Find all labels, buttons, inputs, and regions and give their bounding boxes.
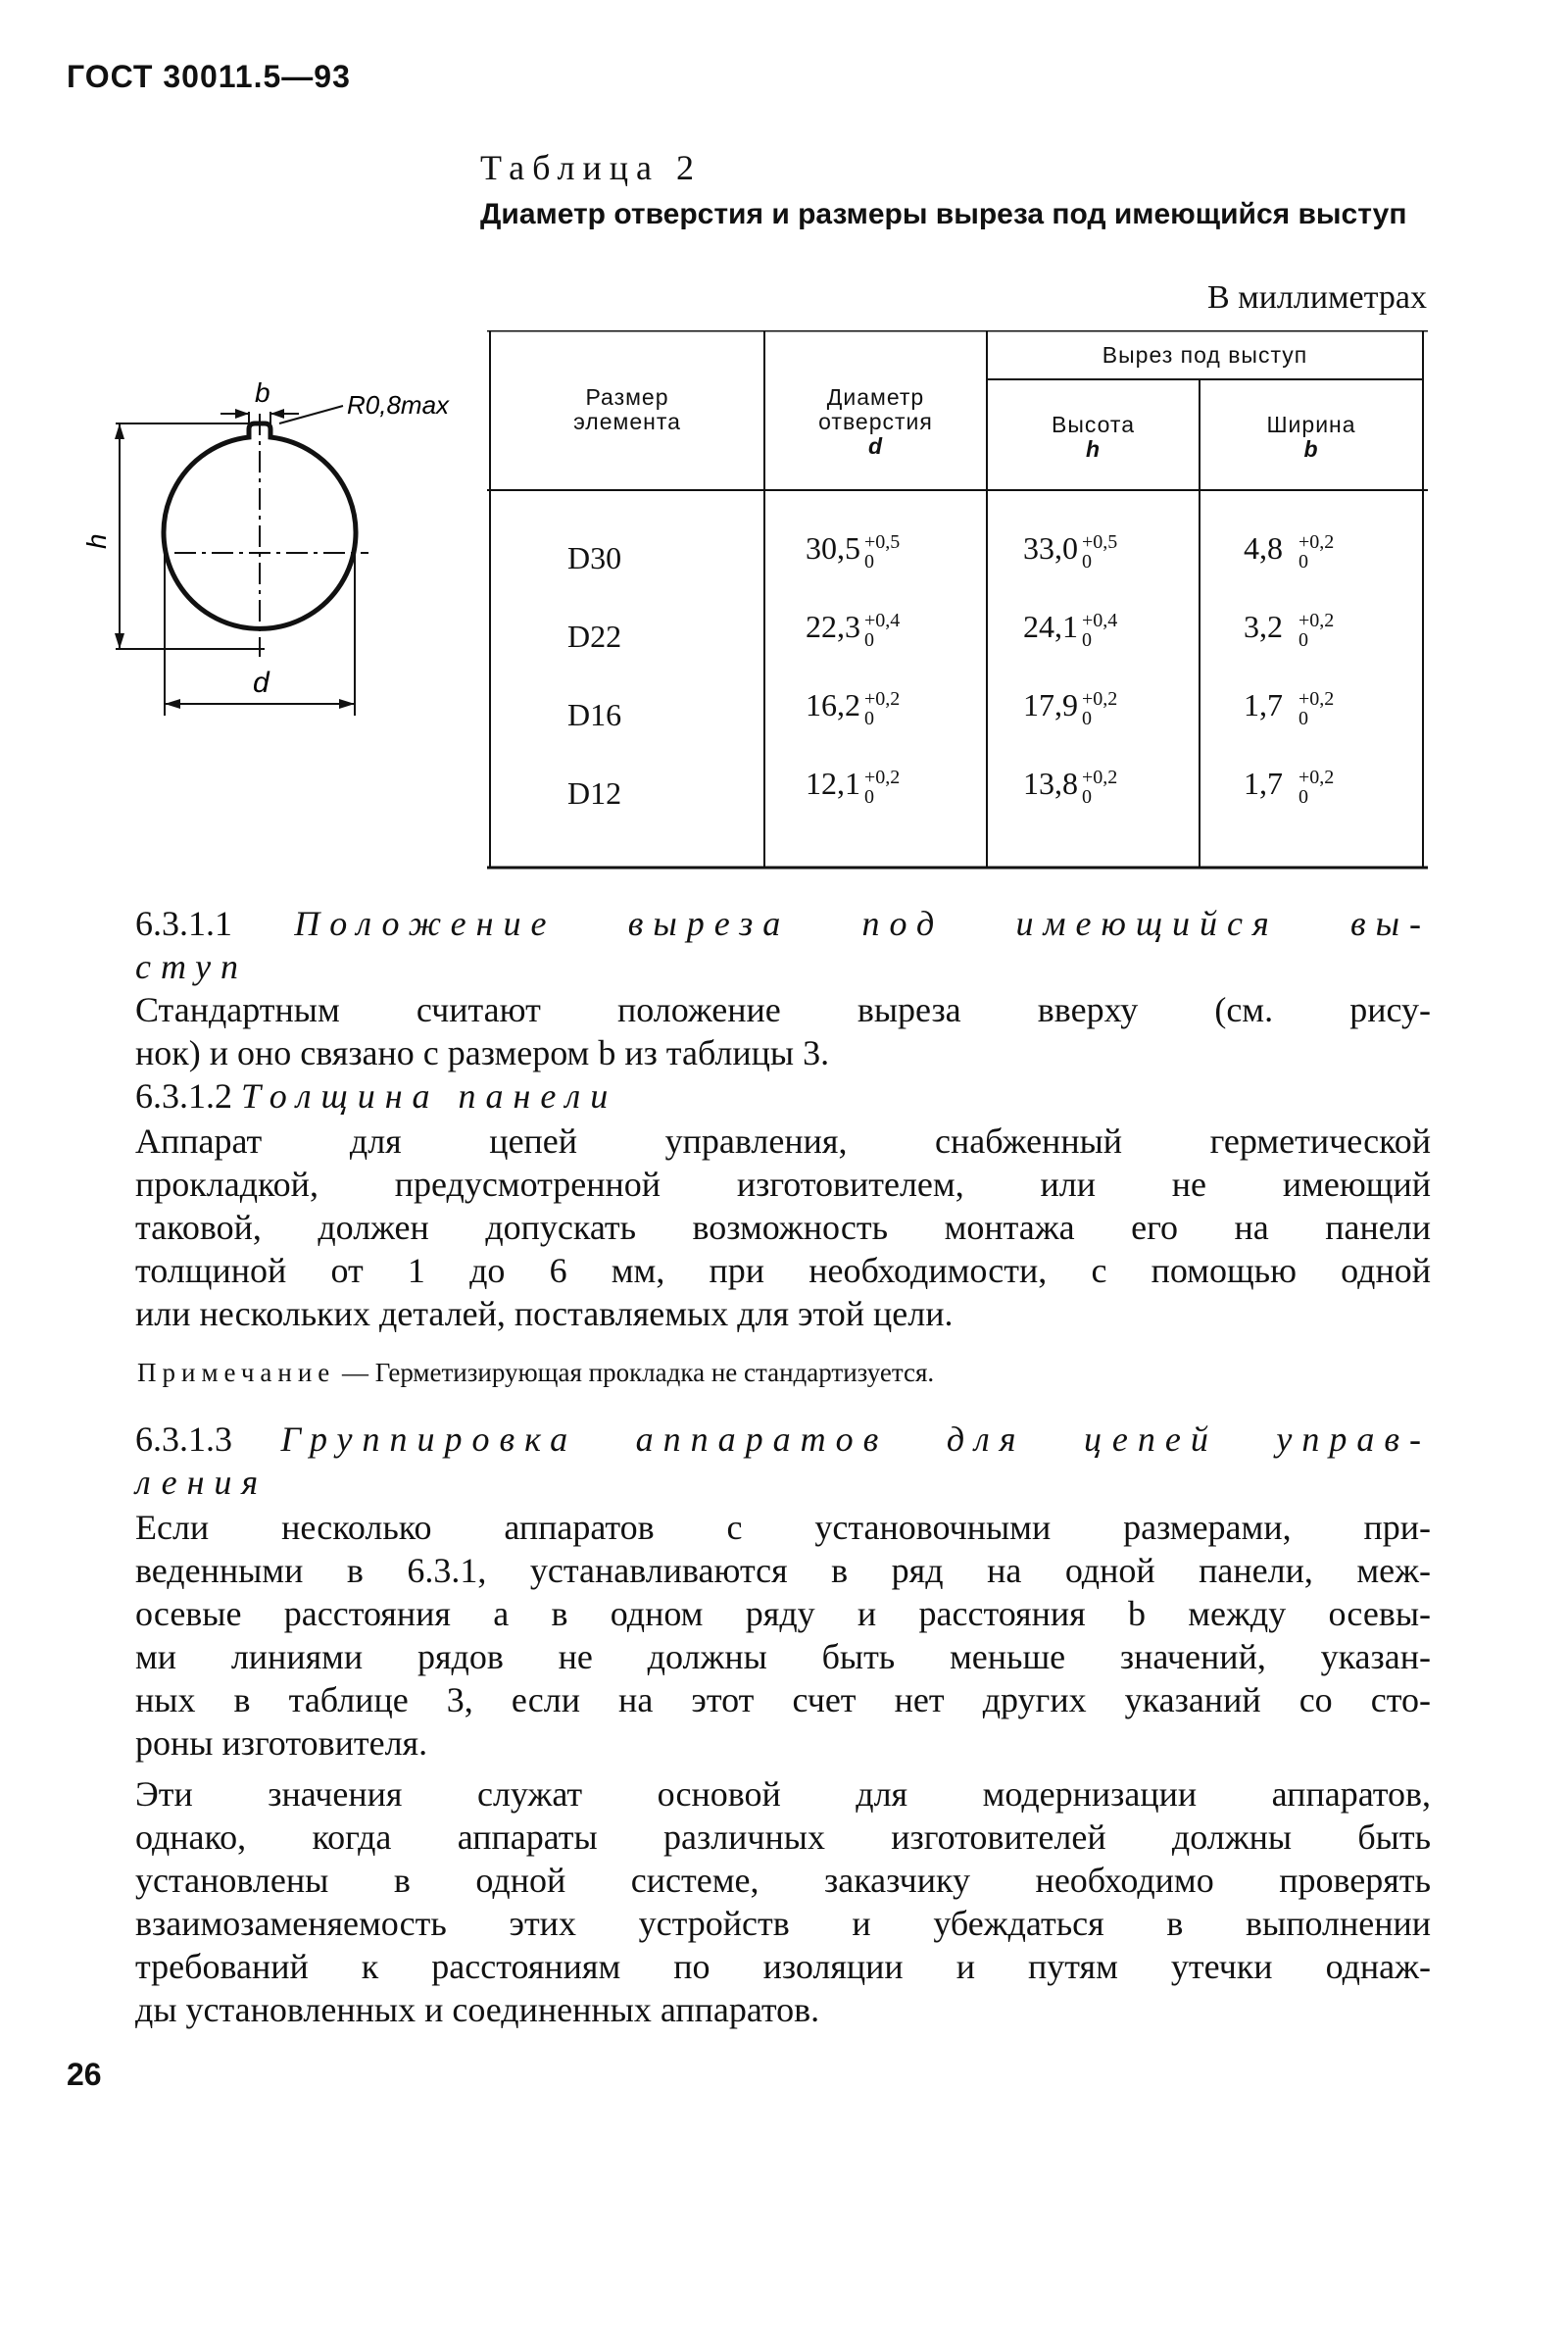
label-d: d bbox=[253, 667, 270, 699]
row-diameter: 30,5 +0,5 0 bbox=[806, 530, 901, 572]
section-heading: 6.3.1.1 Положение выреза под имеющийся вы- bbox=[135, 904, 1431, 943]
section-heading: 6.3.1.3 Группировка аппаратов для цепей управ- bbox=[135, 1419, 1431, 1459]
header-width: Ширина b bbox=[1266, 412, 1356, 462]
label-h: h bbox=[81, 533, 112, 549]
row-size: D22 bbox=[567, 619, 622, 654]
row-height: 33,0 +0,5 0 bbox=[1023, 530, 1118, 572]
row-size: D12 bbox=[567, 775, 622, 811]
row-height: 17,9 +0,2 0 bbox=[1023, 687, 1118, 729]
section-6-3-1-3-paragraph-2: Эти значения служат основой для модернизации аппаратов, однако, когда аппараты различных изготовителей должны быть установлены в одной системе, заказчику необходимо проверять взаимозаменяемость этих устройств и убеждаться в выполнении требований к расстояниям по изоляции и путям утечки однаж- ды установленных и соединенных аппаратов. bbox=[135, 1774, 1431, 2029]
cutout-figure bbox=[78, 363, 490, 735]
label-b: b bbox=[255, 377, 270, 408]
section-6-3-1-1: 6.3.1.1 Положение выреза под имеющийся вы- ступ Стандартным считают положение выреза вверху (см. рису- нок) и оно связано с размером b из таблицы 3. bbox=[135, 904, 1431, 1072]
row-height: 13,8 +0,2 0 bbox=[1023, 766, 1118, 808]
header-diameter: Диаметр отверстия d bbox=[818, 384, 933, 459]
page-number: 26 bbox=[67, 2057, 102, 2092]
header-cutout: Вырез под выступ bbox=[1102, 342, 1308, 368]
label-radius: R0,8max bbox=[347, 390, 450, 420]
row-diameter: 22,3 +0,4 0 bbox=[806, 609, 901, 651]
section-6-3-1-2 bbox=[135, 1074, 1431, 1118]
row-height: 24,1 +0,4 0 bbox=[1023, 609, 1118, 651]
dimensions-table bbox=[487, 330, 1428, 870]
section-6-3-1-3-paragraph-1: Если несколько аппаратов с установочными размерами, при- веденными в 6.3.1, устанавливаются в ряд на одной панели, меж- осевые расстояния a в одном ряду и расстояния b между осевы- ми линиями рядов не должны быть меньше значений, указан- ных в таблице 3, если на этот счет нет других указаний со сто- роны изготовителя. bbox=[135, 1508, 1431, 1763]
row-width: 4,8 +0,2 0 bbox=[1244, 530, 1335, 572]
hole-diagram bbox=[78, 363, 490, 735]
row-diameter: 16,2 +0,2 0 bbox=[806, 687, 901, 729]
section-heading: 6.3.1.2 Толщина панели bbox=[135, 1076, 618, 1116]
header-height: Высота h bbox=[1052, 412, 1135, 462]
row-width: 1,7 +0,2 0 bbox=[1244, 766, 1335, 808]
table-title: Диаметр отверстия и размеры выреза под имеющийся выступ bbox=[480, 198, 1407, 230]
section-6-3-1-3: 6.3.1.3 Группировка аппаратов для цепей управ- ления bbox=[135, 1419, 1431, 1502]
row-width: 3,2 +0,2 0 bbox=[1244, 609, 1335, 651]
row-diameter: 12,1 +0,2 0 bbox=[806, 766, 901, 808]
table-caption: Таблица 2 bbox=[480, 148, 702, 187]
header-element: Размер элемента bbox=[573, 384, 681, 434]
row-size: D16 bbox=[567, 697, 622, 732]
row-width: 1,7 +0,2 0 bbox=[1244, 687, 1335, 729]
section-6-3-1-2-text: Аппарат для цепей управления, снабженный герметической прокладкой, предусмотренной изготовителем, или не имеющий таковой, должен допускать возможность монтажа его на панели толщиной от 1 до 6 мм, при необходимости, с помощью одной или нескольких деталей, поставляемых для этой цели. bbox=[135, 1121, 1431, 1333]
note: Примечание — Герметизирующая прокладка не стандартизуется. bbox=[137, 1358, 935, 1387]
row-size: D30 bbox=[567, 540, 622, 575]
table-units: В миллиметрах bbox=[1207, 279, 1427, 316]
document-id: ГОСТ 30011.5—93 bbox=[67, 59, 351, 94]
